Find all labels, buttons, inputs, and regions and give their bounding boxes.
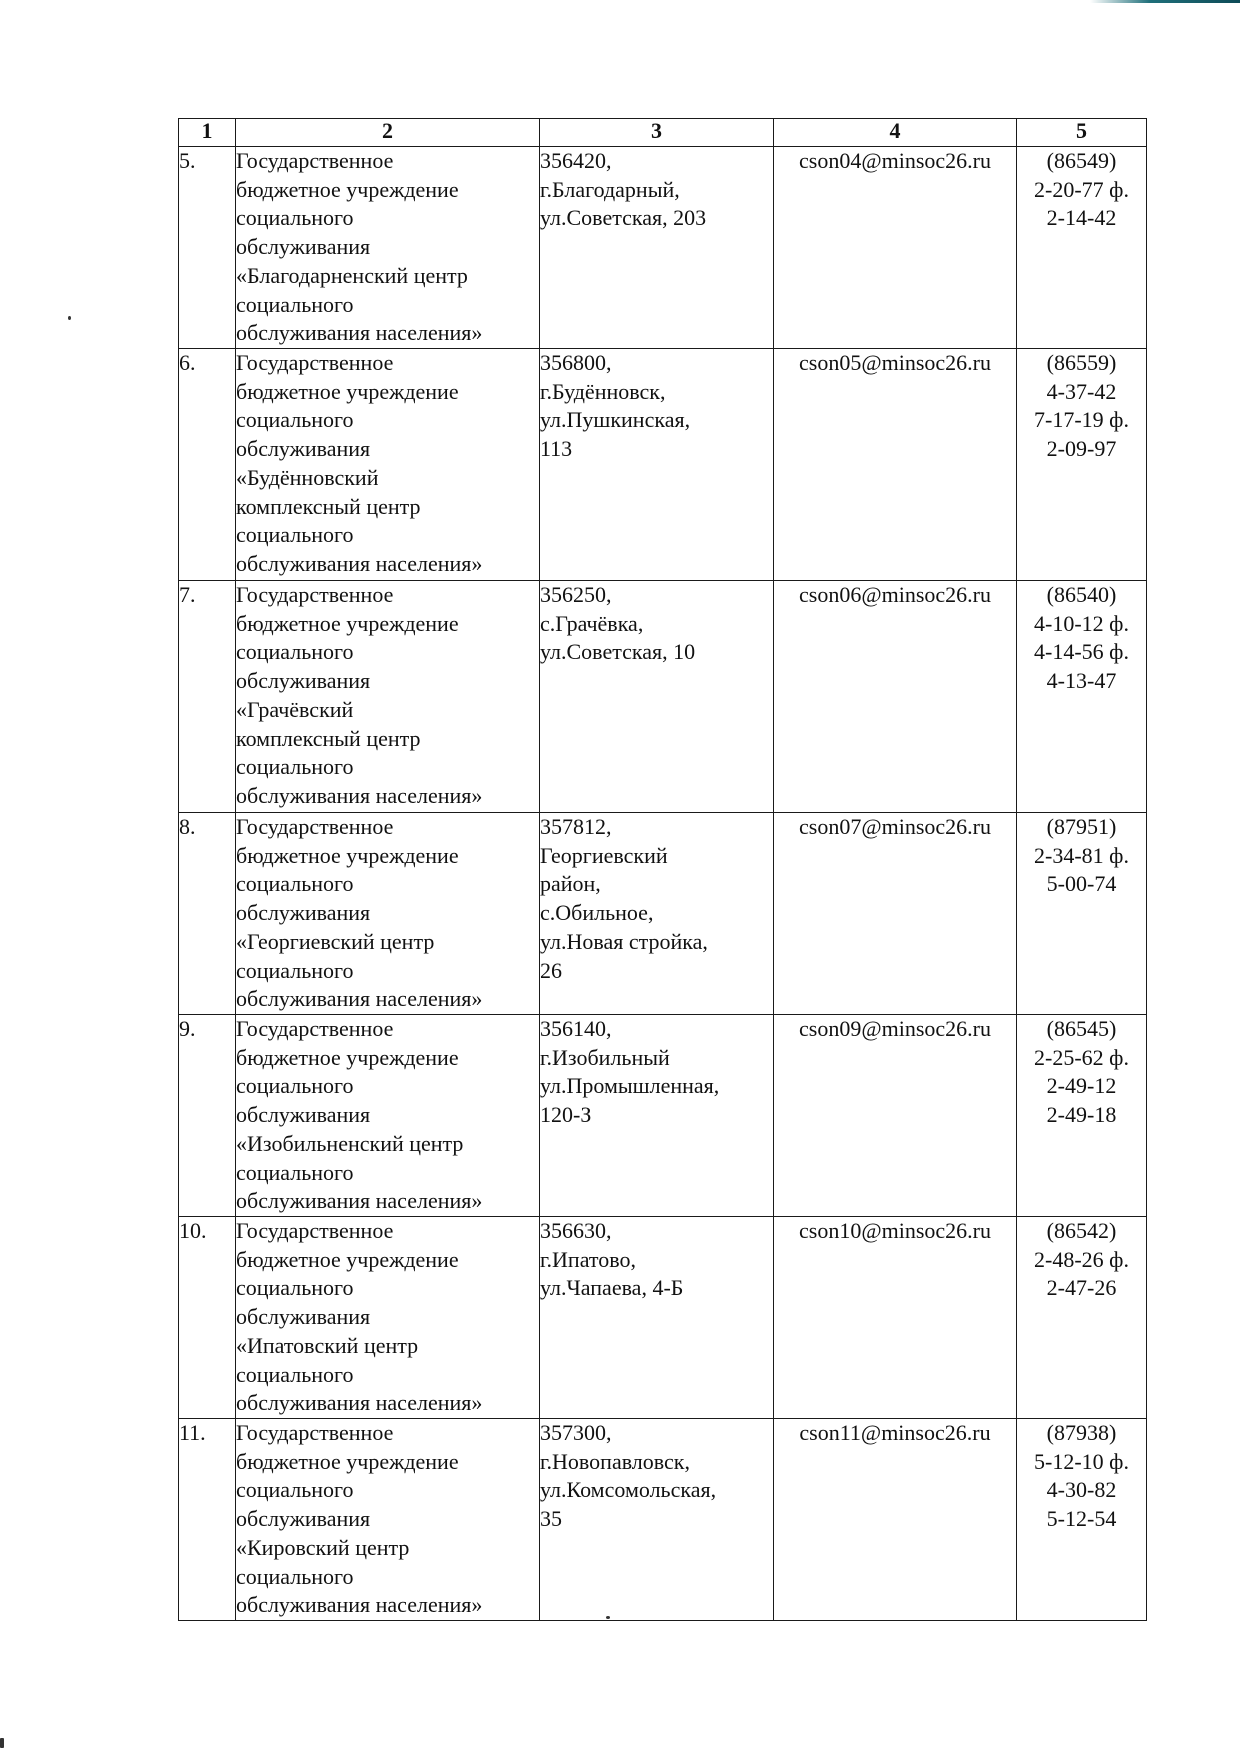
phone-line: 2-48-26 ф.	[1034, 1246, 1129, 1272]
institution-name-line: социального	[236, 522, 354, 548]
institution-name-line: обслуживания населения»	[236, 320, 483, 346]
phone-line: 2-25-62 ф.	[1034, 1044, 1129, 1070]
institution-name-line: Государственное	[236, 1420, 394, 1445]
institution-name-line: Государственное	[236, 814, 394, 839]
institution-phones	[1017, 1217, 1147, 1419]
address-line: г.Новопавловск,	[540, 1448, 690, 1474]
address-line: с.Грачёвка,	[540, 610, 644, 636]
institution-name-line: социального	[236, 754, 354, 780]
institution-name-line: Государственное	[236, 148, 394, 173]
institution-name-line: обслуживания	[236, 1102, 371, 1128]
institution-email: cson06@minsoc26.ru	[774, 581, 1017, 813]
table-body	[179, 147, 1147, 1621]
address-line: 357812,	[540, 814, 612, 839]
address-line: 356140,	[540, 1016, 612, 1041]
institution-name-line: обслуживания населения»	[236, 1188, 483, 1214]
address-line: г.Изобильный	[540, 1044, 670, 1070]
institution-name	[236, 813, 540, 1015]
institution-name-line: «Изобильненский центр	[236, 1130, 464, 1156]
scan-speck	[0, 1738, 4, 1748]
institution-address	[540, 1217, 774, 1419]
table-row	[179, 1217, 1147, 1419]
row-number: 8.	[179, 813, 236, 1015]
column-header: 2	[236, 119, 540, 147]
institution-name-line: социального	[236, 639, 354, 665]
table-row	[179, 813, 1147, 1015]
scan-edge-stripe	[1090, 0, 1240, 3]
row-number: 5.	[179, 147, 236, 349]
address-line: ул.Промышленная,	[540, 1073, 720, 1099]
institution-name-line: обслуживания	[236, 234, 371, 260]
address-line: 35	[540, 1506, 562, 1532]
institution-phones	[1017, 147, 1147, 349]
phone-line: 4-10-12 ф.	[1034, 610, 1129, 636]
institution-name-line: социального	[236, 1073, 354, 1099]
address-line: ул.Новая стройка,	[540, 928, 708, 954]
institution-name-line: обслуживания населения»	[236, 986, 483, 1012]
institution-name-line: бюджетное учреждение	[236, 1246, 459, 1272]
phone-line: (86549)	[1046, 148, 1117, 173]
institution-name-line: бюджетное учреждение	[236, 842, 459, 868]
row-number: 11.	[179, 1419, 236, 1621]
institution-name-line: Государственное	[236, 582, 394, 607]
institution-name	[236, 147, 540, 349]
phone-line: 2-14-42	[1046, 205, 1117, 231]
institution-name-line: «Благодарненский центр	[236, 262, 468, 288]
address-line: 26	[540, 957, 562, 983]
phone-line: (86559)	[1046, 350, 1117, 375]
institution-address	[540, 349, 774, 581]
address-line: ул.Советская, 203	[540, 205, 707, 231]
column-header: 4	[774, 119, 1017, 147]
address-line: 357300,	[540, 1420, 612, 1445]
institution-name-line: Государственное	[236, 1016, 394, 1041]
phone-line: (86545)	[1046, 1016, 1117, 1041]
institution-name	[236, 1015, 540, 1217]
scan-speck	[68, 316, 71, 320]
address-line: г.Будённовск,	[540, 378, 666, 404]
phone-line: 2-49-18	[1046, 1102, 1117, 1128]
row-number: 9.	[179, 1015, 236, 1217]
phone-line: 2-20-77 ф.	[1034, 176, 1129, 202]
column-header: 5	[1017, 119, 1147, 147]
institution-name-line: бюджетное учреждение	[236, 610, 459, 636]
address-line: 356250,	[540, 582, 612, 607]
institution-address	[540, 581, 774, 813]
institution-name-line: социального	[236, 1563, 354, 1589]
institutions-table	[178, 118, 1147, 1621]
address-line: г.Ипатово,	[540, 1246, 636, 1272]
phone-line: 2-49-12	[1046, 1073, 1117, 1099]
institution-phones	[1017, 813, 1147, 1015]
institution-name-line: социального	[236, 1361, 354, 1387]
phone-line: 2-47-26	[1046, 1275, 1117, 1301]
institution-name-line: «Георгиевский центр	[236, 928, 435, 954]
institution-name-line: «Ипатовский центр	[236, 1332, 419, 1358]
address-line: 356420,	[540, 148, 612, 173]
row-number: 10.	[179, 1217, 236, 1419]
address-line: с.Обильное,	[540, 900, 654, 926]
table-row	[179, 1419, 1147, 1621]
institution-name-line: обслуживания населения»	[236, 550, 483, 576]
phone-line: 5-12-54	[1046, 1506, 1117, 1532]
institution-name-line: социального	[236, 871, 354, 897]
institution-phones	[1017, 1015, 1147, 1217]
institution-name-line: бюджетное учреждение	[236, 1044, 459, 1070]
address-line: 356800,	[540, 350, 612, 375]
institution-phones	[1017, 581, 1147, 813]
phone-line: 2-34-81 ф.	[1034, 842, 1129, 868]
institution-name-line: социального	[236, 1477, 354, 1503]
address-line: 113	[540, 436, 573, 462]
phone-line: 5-12-10 ф.	[1034, 1448, 1129, 1474]
institution-name-line: обслуживания населения»	[236, 1592, 483, 1618]
address-line: ул.Пушкинская,	[540, 407, 691, 433]
institution-name-line: комплексный центр	[236, 725, 421, 751]
column-header: 3	[540, 119, 774, 147]
institution-email: cson05@minsoc26.ru	[774, 349, 1017, 581]
institution-email: cson11@minsoc26.ru	[774, 1419, 1017, 1621]
row-number: 6.	[179, 349, 236, 581]
institution-name-line: обслуживания	[236, 900, 371, 926]
institution-address	[540, 147, 774, 349]
institution-name-line: социального	[236, 407, 354, 433]
phone-line: 2-09-97	[1046, 436, 1117, 462]
table-header-row	[179, 119, 1147, 147]
institution-name-line: обслуживания населения»	[236, 1390, 483, 1416]
address-line: ул.Комсомольская,	[540, 1477, 717, 1503]
institution-name-line: социального	[236, 957, 354, 983]
phone-line: 4-14-56 ф.	[1034, 639, 1129, 665]
address-line: 120-З	[540, 1102, 592, 1128]
institution-name-line: социального	[236, 1159, 354, 1185]
institution-email: cson09@minsoc26.ru	[774, 1015, 1017, 1217]
address-line: г.Благодарный,	[540, 176, 680, 202]
phone-line: 7-17-19 ф.	[1034, 407, 1129, 433]
institution-name-line: социального	[236, 291, 354, 317]
address-line: ул.Чапаева, 4-Б	[540, 1275, 684, 1301]
address-line: Георгиевский	[540, 842, 668, 868]
institution-email: cson07@minsoc26.ru	[774, 813, 1017, 1015]
phone-line: (86540)	[1046, 582, 1117, 607]
institution-name	[236, 581, 540, 813]
phone-line: 4-13-47	[1046, 668, 1117, 694]
phone-line: (87951)	[1046, 814, 1117, 839]
phone-line: 4-30-82	[1046, 1477, 1117, 1503]
institution-name-line: бюджетное учреждение	[236, 176, 459, 202]
institution-name-line: обслуживания	[236, 1506, 371, 1532]
institution-name-line: социального	[236, 1275, 354, 1301]
institution-address	[540, 1015, 774, 1217]
institution-name-line: бюджетное учреждение	[236, 1448, 459, 1474]
address-line: 356630,	[540, 1218, 612, 1243]
table-row	[179, 1015, 1147, 1217]
address-line: район,	[540, 871, 601, 897]
institution-name-line: бюджетное учреждение	[236, 378, 459, 404]
institution-name-line: «Будённовский	[236, 464, 379, 490]
institution-phones	[1017, 349, 1147, 581]
table-row	[179, 147, 1147, 349]
column-header: 1	[179, 119, 236, 147]
institution-address	[540, 1419, 774, 1621]
institution-name-line: Государственное	[236, 1218, 394, 1243]
institution-name	[236, 349, 540, 581]
institution-name-line: обслуживания	[236, 668, 371, 694]
phone-line: (86542)	[1046, 1218, 1117, 1243]
table-row	[179, 581, 1147, 813]
institution-name-line: «Грачёвский	[236, 696, 354, 722]
institution-name-line: Государственное	[236, 350, 394, 375]
institution-name	[236, 1217, 540, 1419]
phone-line: (87938)	[1046, 1420, 1117, 1445]
table-row	[179, 349, 1147, 581]
phone-line: 5-00-74	[1046, 871, 1117, 897]
address-line: ул.Советская, 10	[540, 639, 696, 665]
institution-phones	[1017, 1419, 1147, 1621]
institution-email: cson04@minsoc26.ru	[774, 147, 1017, 349]
institution-name-line: социального	[236, 205, 354, 231]
institution-name-line: обслуживания населения»	[236, 782, 483, 808]
phone-line: 4-37-42	[1046, 378, 1117, 404]
institution-name-line: «Кировский центр	[236, 1534, 410, 1560]
institution-email: cson10@minsoc26.ru	[774, 1217, 1017, 1419]
institution-name	[236, 1419, 540, 1621]
row-number: 7.	[179, 581, 236, 813]
institution-address	[540, 813, 774, 1015]
institution-name-line: обслуживания	[236, 436, 371, 462]
institution-name-line: комплексный центр	[236, 493, 421, 519]
institution-name-line: обслуживания	[236, 1304, 371, 1330]
